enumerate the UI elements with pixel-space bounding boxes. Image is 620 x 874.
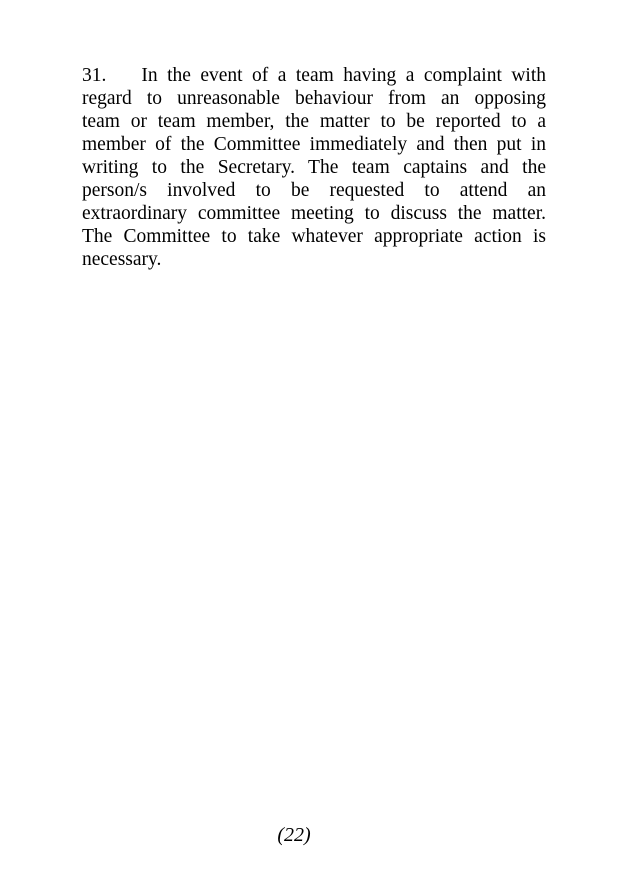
rule-paragraph — [82, 64, 546, 271]
paragraph-line-3: team or team member, the matter to be reported to a — [82, 111, 546, 132]
paragraph-line-2: regard to unreasonable behaviour from an opposing — [82, 88, 546, 109]
paragraph-line-1-text: In the event of a team having a complaint with — [141, 65, 546, 86]
rule-number: 31. — [82, 65, 107, 86]
paragraph-line-4: member of the Committee immediately and then put in — [82, 134, 546, 155]
paragraph-line-7: extraordinary committee meeting to discuss the matter. — [82, 203, 546, 224]
page-number: (22) — [277, 824, 311, 846]
paragraph-line-6: person/s involved to be requested to attend an — [82, 180, 546, 201]
page-footer — [0, 824, 620, 847]
paragraph-line-9: necessary. — [82, 249, 162, 270]
paragraph-line-5: writing to the Secretary. The team captains and the — [82, 157, 546, 178]
paragraph-line-8: The Committee to take whatever appropriate action is — [82, 226, 546, 247]
paragraph-line-1 — [82, 64, 546, 87]
